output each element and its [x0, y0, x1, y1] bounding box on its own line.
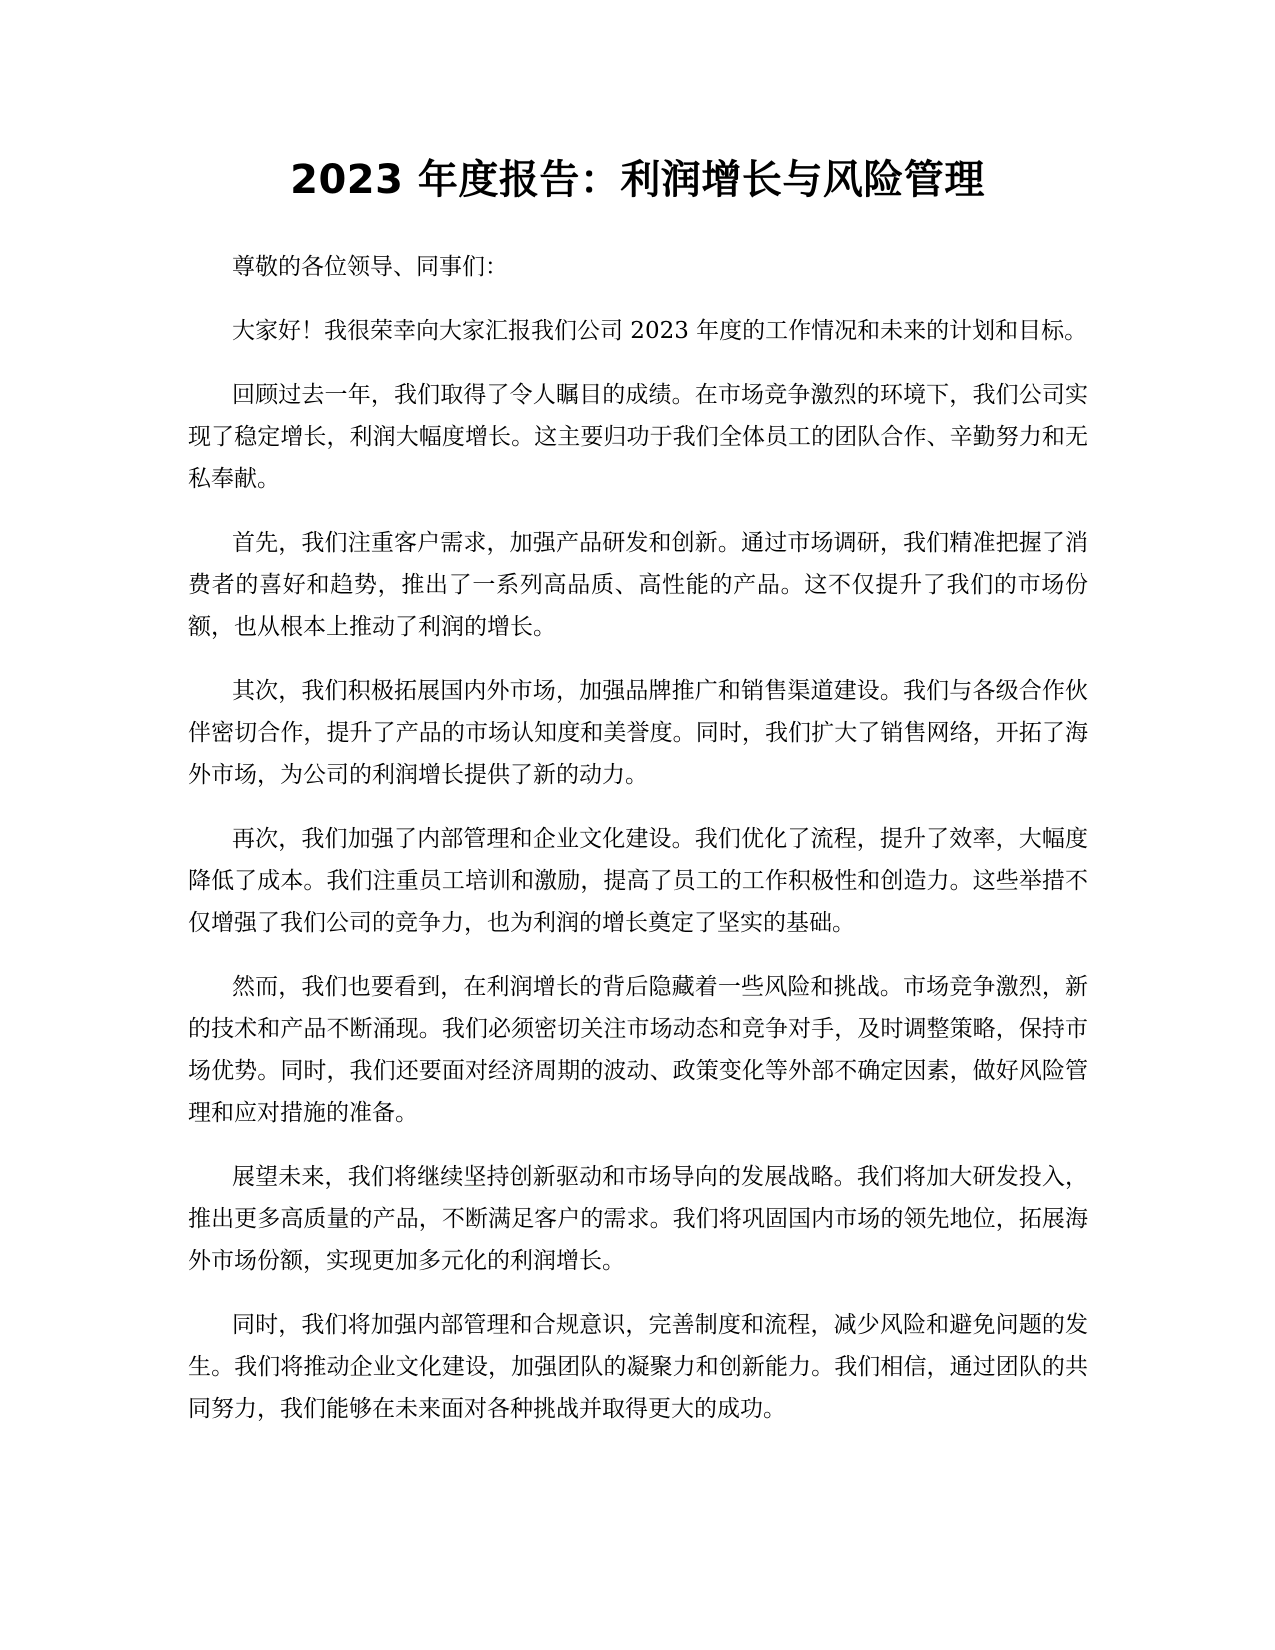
paragraph-review: 回顾过去一年，我们取得了令人瞩目的成绩。在市场竞争激烈的环境下，我们公司实现了稳定增长，利润大幅度增长。这主要归功于我们全体员工的团队合作、辛勤努力和无私奉献。: [188, 382, 1088, 492]
paragraph-closing: 同时，我们将加强内部管理和合规意识，完善制度和流程，减少风险和避免问题的发生。我们将推动企业文化建设，加强团队的凝聚力和创新能力。我们相信，通过团队的共同努力，我们能够在未来面对各种挑战并取得更大的成功。: [188, 1312, 1088, 1422]
paragraph-third: 再次，我们加强了内部管理和企业文化建设。我们优化了流程，提升了效率，大幅度降低了成本。我们注重员工培训和激励，提高了员工的工作积极性和创造力。这些举措不仅增强了我们公司的竞争力，也为利润的增长奠定了坚实的基础。: [188, 826, 1088, 936]
document-title: 2023 年度报告：利润增长与风险管理: [290, 157, 985, 203]
document-body: [188, 246, 1088, 1452]
paragraph-greeting: 尊敬的各位领导、同事们：: [232, 254, 508, 280]
paragraph-second: 其次，我们积极拓展国内外市场，加强品牌推广和销售渠道建设。我们与各级合作伙伴密切合作，提升了产品的市场认知度和美誉度。同时，我们扩大了销售网络，开拓了海外市场，为公司的利润增长提供了新的动力。: [188, 678, 1088, 788]
paragraph-first: 首先，我们注重客户需求，加强产品研发和创新。通过市场调研，我们精准把握了消费者的喜好和趋势，推出了一系列高品质、高性能的产品。这不仅提升了我们的市场份额，也从根本上推动了利润的增长。: [188, 530, 1088, 640]
paragraph-outlook: 展望未来，我们将继续坚持创新驱动和市场导向的发展战略。我们将加大研发投入，推出更多高质量的产品，不断满足客户的需求。我们将巩固国内市场的领先地位，拓展海外市场份额，实现更加多元化的利润增长。: [188, 1164, 1088, 1274]
paragraph-risks: 然而，我们也要看到，在利润增长的背后隐藏着一些风险和挑战。市场竞争激烈，新的技术和产品不断涌现。我们必须密切关注市场动态和竞争对手，及时调整策略，保持市场优势。同时，我们还要面对经济周期的波动、政策变化等外部不确定因素，做好风险管理和应对措施的准备。: [188, 974, 1088, 1126]
paragraph-intro: 大家好！我很荣幸向大家汇报我们公司 2023 年度的工作情况和未来的计划和目标。: [232, 318, 1088, 344]
